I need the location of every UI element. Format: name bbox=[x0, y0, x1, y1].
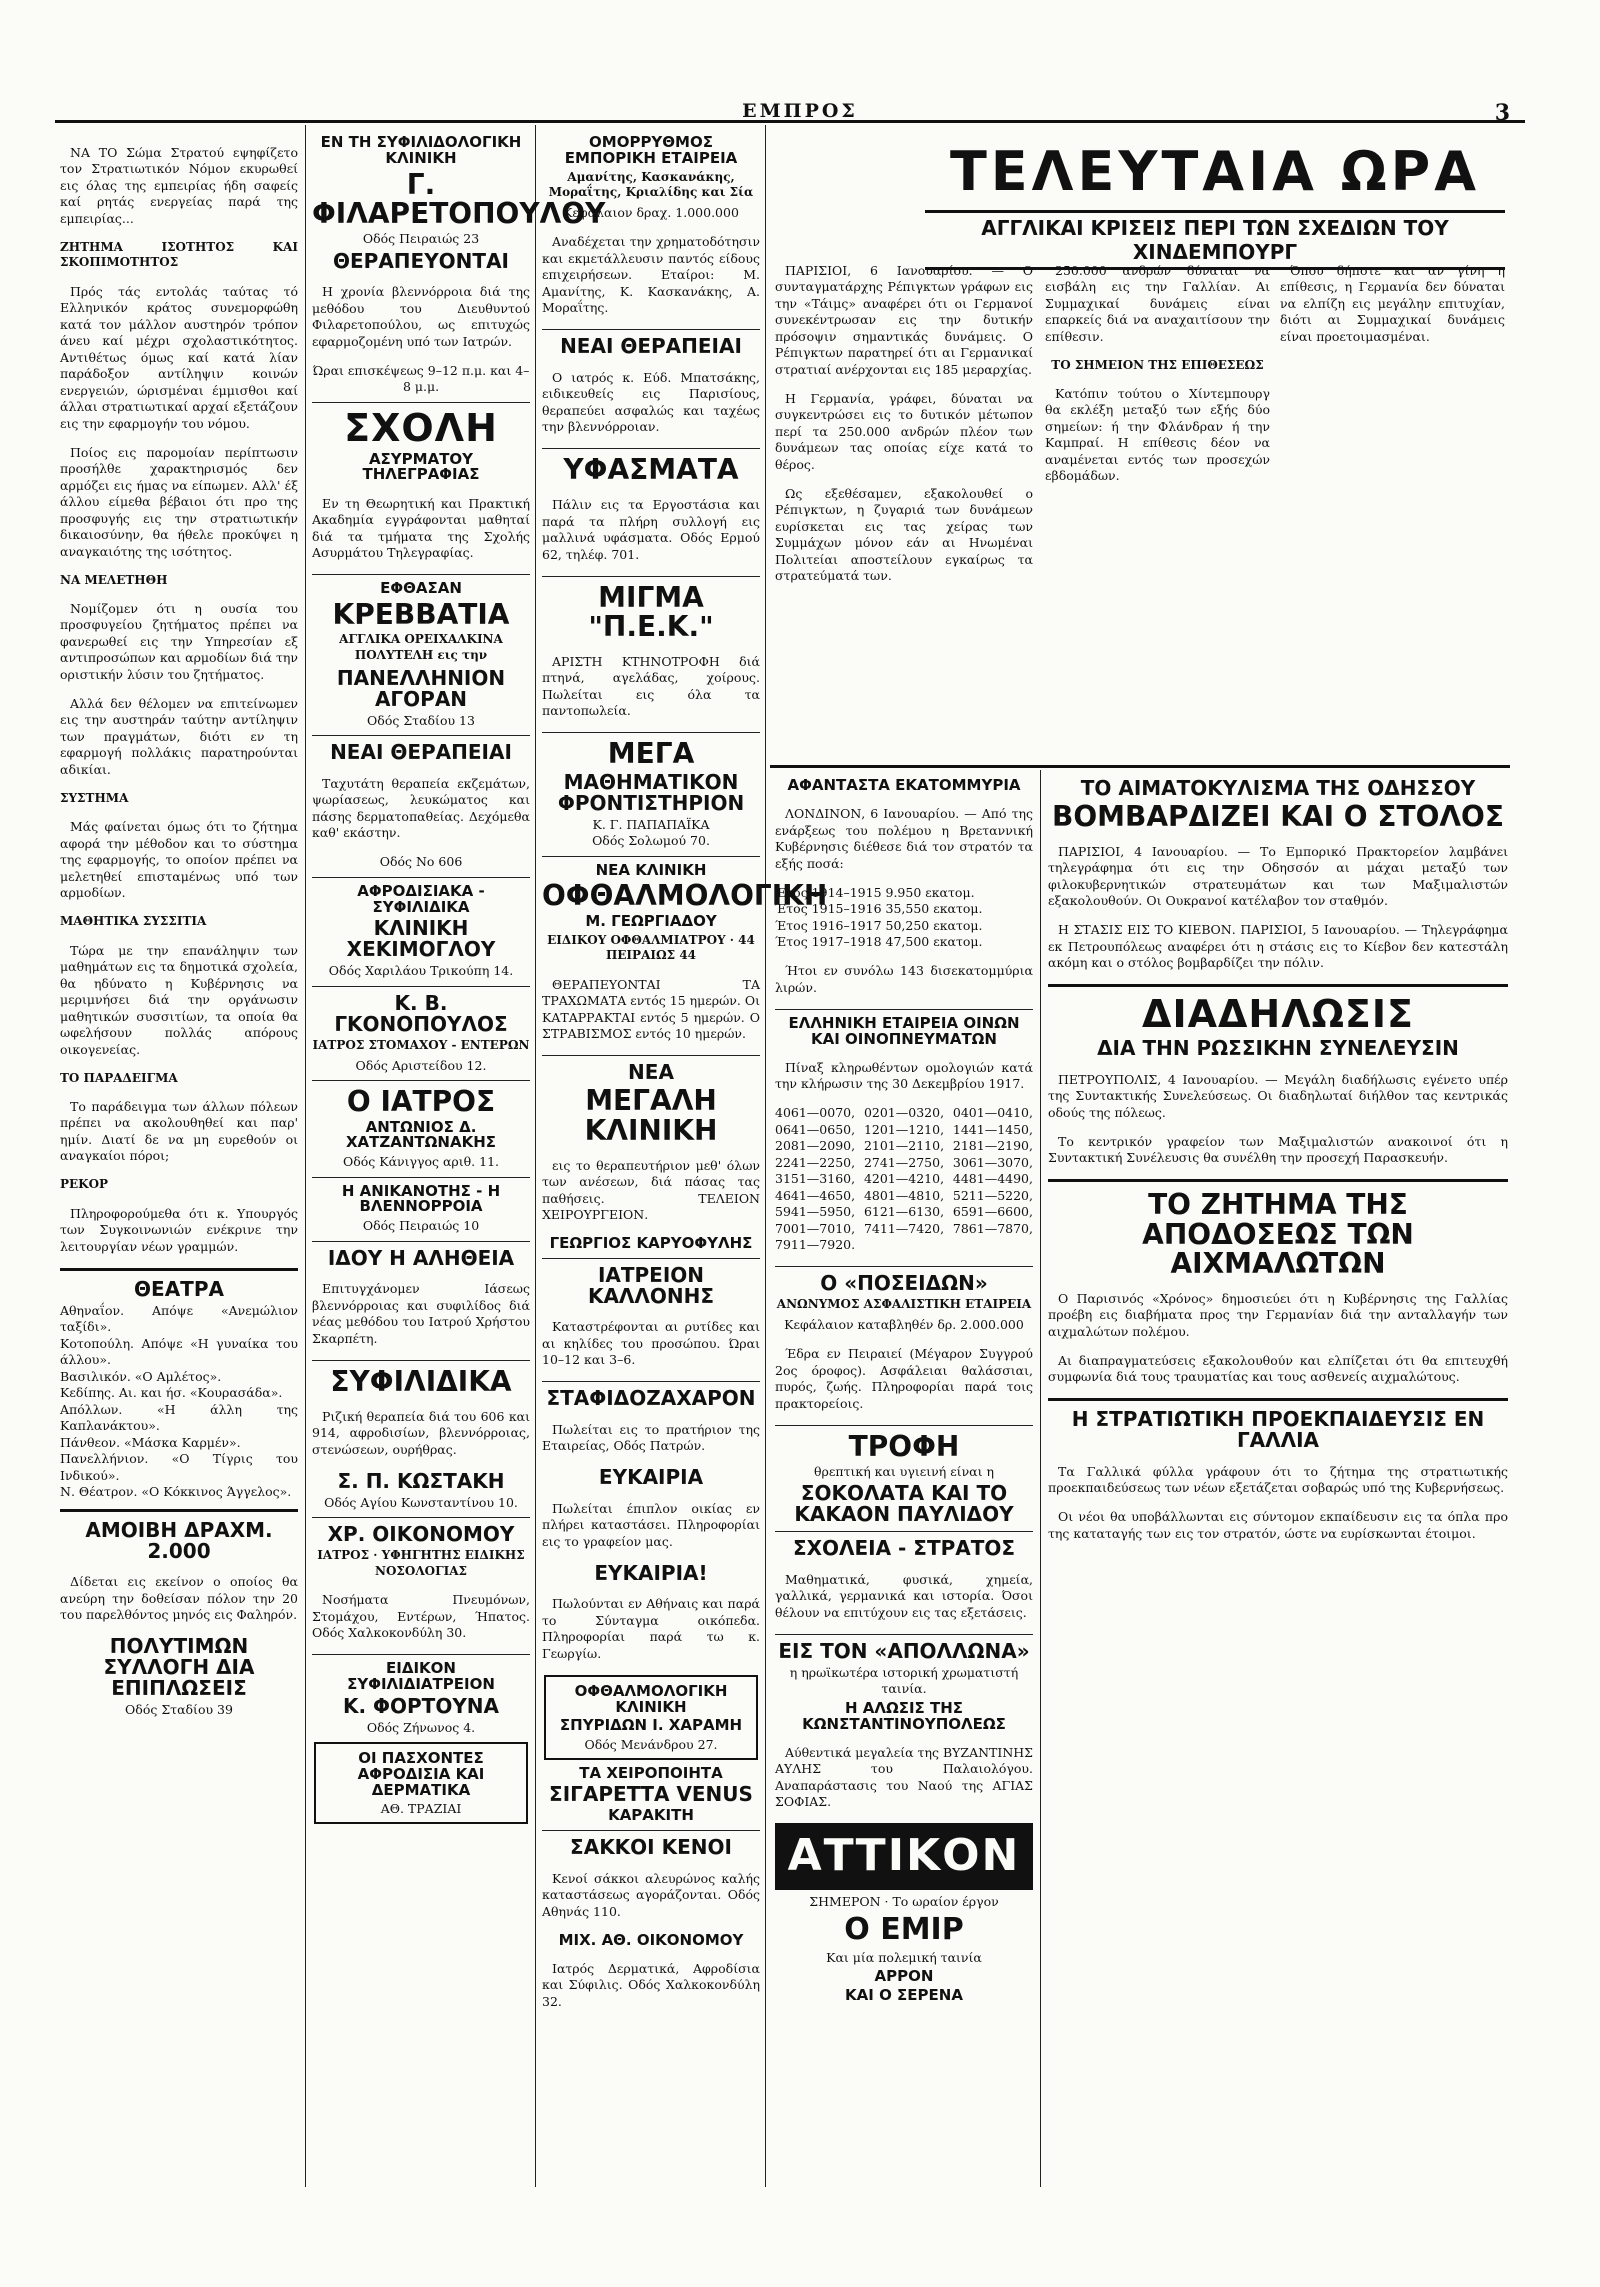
doctor-name: Σ. Π. ΚΩΣΤΑΚΗ bbox=[337, 1468, 505, 1493]
military-training-paragraph: Οι νέοι θα υποβάλλωνται εις σύντομον εκπαίδευσιν εις τα όπλα προ της καταταγής των εις τον στρατόν, ώστε να ευρίσκωνται έτοιμοι. bbox=[1048, 1509, 1508, 1541]
theatre-item: Αθηναΐον. Απόψε «Ανεμώλιον ταξίδι». bbox=[60, 1302, 298, 1335]
clinic-text: Η χρονία βλεννόρροια διά της μεθόδου του Διευθυντού Φιλαρετοπούλου, ως επιτυχώς εφαρμοζομένη υπό των Ιατρών. bbox=[312, 284, 530, 349]
venereal-address: Οδός Χαριλάου Τρικούπη 14. bbox=[328, 963, 514, 979]
tutoring-kicker: ΜΕΓΑ bbox=[607, 737, 695, 771]
doctor-specialty: ΙΑΤΡΟΣ ΣΤΟΜΑΧΟΥ - ΕΝΤΕΡΩΝ bbox=[312, 1037, 530, 1052]
wine-company-text: Πίναξ κληρωθέντων ομολογιών κατά την κλήρωσιν της 30 Δεκεμβρίου 1917. bbox=[775, 1059, 1033, 1092]
page-number: 3 bbox=[1494, 100, 1510, 126]
odessa-paragraph: Η ΣΤΑΣΙΣ ΕΙΣ ΤΟ ΚΙΕΒΟΝ. ΠΑΡΙΣΙΟΙ, 5 Ιανουαρίου. — Τηλεγράφημα εκ Πετρουπόλεως αναφέρει ότι η στάσις εις το Κίεβον δεν κατεστάλη ακόμη και ο στόλος βομβαρδίζει την πόλιν. bbox=[1048, 922, 1508, 971]
doctor-address: Οδός Κάνιγγος αριθ. 11. bbox=[342, 1154, 500, 1170]
clinic-kicker: ΝΕΑ bbox=[628, 1060, 674, 1085]
odessa-paragraph: ΠΑΡΙΣΙΟΙ, 4 Ιανουαρίου. — Το Εμπορικό Πρακτορείον λαμβάνει τηλεγράφημα ότι εις την Οδησσόν αι μάχαι μεταξύ των φιλοκυβερνητικών στρατευμάτων και των Μαξιμαλιστών εξακολουθούν. Οι Ουκρανοί κατέλαβον τον σταθμόν. bbox=[1048, 843, 1508, 909]
schools-heading: ΣΧΟΛΕΙΑ - ΣΤΡΑΤΟΣ bbox=[792, 1536, 1016, 1561]
demonstration-paragraph: ΠΕΤΡΟΥΠΟΛΙΣ, 4 Ιανουαρίου. — Μεγάλη διαδήλωσις εγένετο υπέρ της Συντακτικής Συνελεύσεως. Οι διαδηλωταί διήλθον τας κεντρικάς οδούς της πόλεως. bbox=[1048, 1071, 1508, 1120]
spending-line: Έτος 1915–1916 35,550 εκατομ. bbox=[775, 901, 983, 917]
divider bbox=[542, 448, 760, 449]
schools-text: Μαθηματικά, φυσικά, χημεία, γαλλικά, γερμανικά και ιστορία. Όσοι θέλουν να επιτύχουν εις τας εξετάσεις. bbox=[775, 1571, 1033, 1620]
bags-text: Κενοί σάκκοι αλευρώνος καλής καταστάσεως αγοράζονται. Οδός Αθηνάς 110. bbox=[542, 1870, 760, 1919]
lead-paragraph: Κατόπιν τούτου ο Χίντεμπουργ θα εκλέξη μεταξύ των εξής δύο σημείων: ή την Φλάνδραν ή την Καμπραί. Η επίθεσις δέον να αναμένεται εντός των προσεχών εβδομάδων. bbox=[1045, 385, 1270, 484]
divider bbox=[1048, 984, 1508, 987]
beds-address: Οδός Σταδίου 13 bbox=[367, 712, 475, 728]
ad-box bbox=[544, 1675, 758, 1760]
divider bbox=[312, 1080, 530, 1081]
school-heading: ΣΧΟΛΗ bbox=[344, 405, 498, 450]
editorial-paragraph: Αλλά δεν θέλομεν να επιτείνωμεν εις την αυστηράν ταύτην αντίληψιν των πραγμάτων, διότι εν τη εφαρμογή πολλάκις παρατηρούνται αδικίαι. bbox=[60, 695, 298, 777]
cinema-text: η ηρωϊκωτέρα ιστορική χρωματιστή ταινία. bbox=[789, 1664, 1019, 1697]
theatre-item: Πάνθεον. «Μάσκα Καρμέν». bbox=[60, 1434, 241, 1450]
divider bbox=[312, 1517, 530, 1518]
divider bbox=[312, 1177, 530, 1178]
cures-text: Ταχυτάτη θεραπεία εκζεμάτων, ψωρίασεως, λευκώματος και πάσης δερματοπαθείας. Δεχόμεθα καθ' εκάστην. bbox=[312, 775, 530, 841]
divider bbox=[775, 1531, 1033, 1532]
clinic-address: Οδός Ζήνωνος 4. bbox=[366, 1719, 476, 1735]
eye-clinic-subheading: ΕΙΔΙΚΟΥ ΟΦΘΑΛΜΙΑΤΡΟΥ · 44 ΠΕΙΡΑΙΩΣ 44 bbox=[547, 932, 755, 963]
section-divider bbox=[770, 765, 1510, 768]
opportunity-heading: ΕΥΚΑΙΡΙΑ bbox=[598, 1465, 704, 1490]
divider bbox=[60, 1268, 298, 1271]
divider bbox=[775, 1266, 1033, 1267]
doctor-name: ΑΝΤΩΝΙΟΣ Δ. ΧΑΤΖΑΝΤΩΝΑΚΗΣ bbox=[345, 1117, 496, 1152]
theatre-item: Βασιλικόν. «Ο Αμλέτος». bbox=[60, 1368, 222, 1384]
lead-paragraph: Η Γερμανία, γράφει, δύναται να συγκεντρώσει εις το δυτικόν μέτωπον περί τα 250.000 ανδρών πλέον των δυνάμεων τας οποίας είχε κατά το θέρος. bbox=[775, 390, 1033, 472]
column-news-right bbox=[1048, 775, 1508, 2190]
editorial-paragraph: Πρός τάς εντολάς ταύτας τό Ελληνικόν κράτος συνεμορφώθη κατά τον μάλλον αυστηρόν τρόπον άνευ καί μέχρι σχολαστικότητος. Αντιθέτως όμως καί κατά λίαν παράδοξον αντίληψιν κοινών ενεργειών, ώρισμέναι έμμισθοι καί άλλαι στρατιωτικαί αρχαί εξετάζουν εις την εφαρμογήν του νόμου. bbox=[60, 283, 298, 431]
clinic-text: εις το θεραπευτήριον μεθ' όλων των ανέσεων, διά πάσας τας παθήσεις. ΤΕΛΕΙΟΝ ΧΕΙΡΟΥΡΓΕΙΟΝ. bbox=[542, 1157, 760, 1223]
cures-heading: ΝΕΑΙ ΘΕΡΑΠΕΙΑΙ bbox=[330, 740, 512, 765]
divider bbox=[312, 735, 530, 736]
divider bbox=[312, 402, 530, 403]
eye-clinic-heading: ΟΦΘΑΛΜΟΛΟΓΙΚΗ ΚΛΙΝΙΚΗ bbox=[574, 1681, 728, 1716]
editorial-intro: ΝΑ ΤΟ Σώμα Στρατού εψηφίζετο τον Στρατιωτικόν Νόμον εκυρωθεί εις όλας της εμπειρίας ήδη σαφείς καί ρητάς ενεργείας παρά της εμπειρίας... bbox=[60, 144, 298, 226]
editorial-paragraph: Ποίος εις παρομοίαν περίπτωσιν προσήλθε χαρακτηρισμός δεν αρμόζει εις ήμας να είπωμεν. Αλλ' έξ άλλου είμεθα βέβαιοι ότι προ της προσφυγής εις την στρατιωτικήν δικαιοσύνην, θα ήθελε προκύψει η αναγκαιότης της ισότητος. bbox=[60, 444, 298, 559]
cinema-subtitle: ΣΗΜΕΡΟΝ · Το ωραίον έργον bbox=[809, 1893, 999, 1909]
school-subheading: ΑΣΥΡΜΑΤΟΥ ΤΗΛΕΓΡΑΦΙΑΣ bbox=[362, 449, 480, 484]
tutoring-heading: ΜΑΘΗΜΑΤΙΚΟΝ ΦΡΟΝΤΙΣΤΗΡΙΟΝ bbox=[557, 769, 745, 815]
cinema-heading: ΕΙΣ ΤΟΝ «ΑΠΟΛΛΩΝΑ» bbox=[778, 1638, 1030, 1663]
eye-clinic-name: ΣΠΥΡΙΔΩΝ Ι. ΧΑΡΑΜΗ bbox=[559, 1716, 743, 1735]
truth-heading: ΙΔΟΥ Η ΑΛΗΘΕΙΑ bbox=[327, 1245, 515, 1270]
clinic-hours: Ώραι επισκέψεως 9–12 π.μ. και 4–8 μ.μ. bbox=[312, 362, 530, 395]
spending-line: Έτος 1916–1917 50,250 εκατομ. bbox=[775, 917, 983, 933]
divider bbox=[60, 1509, 298, 1512]
theatre-heading: ΘΕΑΤΡΑ bbox=[134, 1276, 224, 1301]
impotence-address: Οδός Πειραιώς 10 bbox=[362, 1218, 480, 1234]
demonstration-headline: ΔΙΑΔΗΛΩΣΙΣ bbox=[1142, 992, 1414, 1037]
furniture-ad-address: Οδός Σταδίου 39 bbox=[125, 1702, 233, 1718]
demonstration-subheadline: ΔΙΑ ΤΗΝ ΡΩΣΣΙΚΗΝ ΣΥΝΕΛΕΥΣΙΝ bbox=[1097, 1036, 1459, 1061]
odessa-subheadline: ΒΟΜΒΑΡΔΙΖΕΙ ΚΑΙ Ο ΣΤΟΛΟΣ bbox=[1052, 800, 1504, 833]
editorial-paragraph: Μάς φαίνεται όμως ότι το ζήτημα αφορά την μέθοδον και το σύστημα της εφαρμογής, το οποίον πρέπει να μελετηθεί επισταμένως υπό των αρμοδίων. bbox=[60, 819, 298, 901]
divider bbox=[312, 986, 530, 987]
column-news-mid bbox=[775, 775, 1033, 2190]
clinic-name: ΓΕΩΡΓΙΟΣ ΚΑΡΥΟΦΥΛΗΣ bbox=[549, 1234, 753, 1253]
editorial-paragraph: Νομίζομεν ότι η ουσία του προσφυγείου ζητήματος πρέπει να φανερωθεί εις την Υπηρεσίαν εξ αντιπροσώπων και αρμοδίων διά την οριστικήν λύσιν του ζητήματος. bbox=[60, 600, 298, 682]
prisoners-headline: ΤΟ ΖΗΤΗΜΑ ΤΗΣ ΑΠΟΔΟΣΕΩΣ ΤΩΝ ΑΙΧΜΑΛΩΤΩΝ bbox=[1142, 1188, 1414, 1281]
column-ads-2 bbox=[542, 132, 828, 2242]
bags-heading: ΣΑΚΚΟΙ ΚΕΝΟΙ bbox=[570, 1835, 732, 1860]
beauty-heading: ΙΑΤΡΕΙΟΝ ΚΑΛΛΟΝΗΣ bbox=[587, 1262, 715, 1308]
furniture-ad-heading: ΠΟΛΥΤΙΜΩΝ ΣΥΛΛΟΓΗ ΔΙΑ ΕΠΙΠΛΩΣΕΙΣ bbox=[103, 1634, 255, 1701]
reward-heading: ΑΜΟΙΒΗ ΔΡΑΧΜ. 2.000 bbox=[85, 1517, 273, 1563]
opportunity-heading: ΕΥΚΑΙΡΙΑ! bbox=[594, 1560, 708, 1585]
beds-subheading: ΑΓΓΛΙΚΑ ΟΡΕΙΧΑΛΚΙΝΑ ΠΟΛΥΤΕΛΗ εις την bbox=[339, 632, 503, 663]
column-rule bbox=[305, 125, 306, 2187]
doctor-name: ΧΡ. ΟΙΚΟΝΟΜΟΥ bbox=[327, 1522, 515, 1547]
ad-heading: ΟΙ ΠΑΣΧΟΝΤΕΣ ΑΦΡΟΔΙΣΙΑ ΚΑΙ ΔΕΡΜΑΤΙΚΑ bbox=[357, 1749, 485, 1799]
food-product: ΣΟΚΟΛΑΤΑ ΚΑΙ ΤΟ ΚΑΚΑΟΝ ΠΑΥΛΙΔΟΥ bbox=[794, 1481, 1014, 1527]
film-title: ΑΡΡΟΝ bbox=[874, 1967, 934, 1986]
theatre-item: Κεδίπης. Αι. και ήσ. «Κουρασάδα». bbox=[60, 1385, 283, 1401]
sugar-heading: ΣΤΑΦΙΔΟΖΑΧΑΡΟΝ bbox=[546, 1386, 756, 1411]
divider bbox=[542, 732, 760, 733]
lead-paragraph: 250.000 ανδρών δύναται να εισβάλη εις την Γαλλίαν. Αι Συμμαχικαί δυνάμεις είναι επαρκείς διά να αναχαιτίσουν την επίθεσιν. bbox=[1045, 262, 1270, 344]
odessa-headline: ΤΟ ΑΙΜΑΤΟΚΥΛΙΣΜΑ ΤΗΣ ΟΔΗΣΣΟΥ bbox=[1080, 776, 1476, 800]
cigarettes-maker: ΚΑΡΑΚΙΤΗ bbox=[608, 1806, 694, 1825]
demonstration-paragraph: Το κεντρικόν γραφείον των Μαξιμαλιστών ανακοινοί ότι η Συντακτική Συνέλευσις θα συνέλθη την προσεχή Παρασκευήν. bbox=[1048, 1133, 1508, 1166]
spending-line: Έτος 1917–1918 47,500 εκατομ. bbox=[775, 934, 983, 950]
lead-subheadline: ΑΓΓΛΙΚΑΙ ΚΡΙΣΕΙΣ ΠΕΡΙ ΤΩΝ ΣΧΕΔΙΩΝ ΤΟΥ ΧΙΝΔΕΜΠΟΥΡΓ bbox=[925, 210, 1505, 270]
clinic-heading: ΕΙΔΙΚΟΝ ΣΥΦΙΛΙΔΙΑΤΡΕΙΟΝ bbox=[347, 1659, 495, 1693]
venereal-heading: ΑΦΡΟΔΙΣΙΑΚΑ - ΣΥΦΙΛΙΔΙΚΑ bbox=[357, 881, 485, 916]
doctor-address: Οδός Αριστείδου 12. bbox=[355, 1057, 487, 1073]
lead-paragraph: Όπου δήποτε και αν γίνη η επίθεσις, η Γερμανία δεν δύναται να ελπίζη εις μεγάλην επιτυχίαν, διότι αι Συμμαχικαί δυνάμεις είναι προετοιμασμέναι. bbox=[1280, 262, 1505, 344]
insurance-text: Έδρα εν Πειραιεί (Μέγαρον Συγγρού 2ος όροφος). Ασφάλειαι θαλάσσιαι, πυρός, ζωής. Πληροφορίαι παρά τοις πρακτορείοις. bbox=[775, 1346, 1033, 1411]
syphilis-text: Ριζική θεραπεία διά του 606 και 914, αφροδισίων, βλεννόρροιας, στενώσεων, ουρήθρας. bbox=[312, 1408, 530, 1457]
column-rule bbox=[765, 125, 766, 2187]
sugar-text: Πωλείται εις το πρατήριον της Εταιρείας, Οδός Πατρών. bbox=[542, 1421, 760, 1454]
divider bbox=[542, 1381, 760, 1382]
editorial-subhead: ΖΗΤΗΜΑ ΙΣΟΤΗΤΟΣ ΚΑΙ ΣΚΟΠΙΜΟΤΗΤΟΣ bbox=[60, 239, 298, 270]
lead-story-col-b bbox=[1045, 250, 1270, 760]
clinic-name: Κ. ΦΟΡΤΟΥΝΑ bbox=[342, 1693, 500, 1718]
feed-heading: ΜΙΓΜΑ "Π.Ε.Κ." bbox=[588, 580, 714, 643]
divider bbox=[1048, 1398, 1508, 1401]
prisoners-paragraph: Ο Παρισινός «Χρόνος» δημοσιεύει ότι η Κυβέρνησις της Γαλλίας προέβη εις διαβήματα προς την Γερμανίαν διά την ανταλλαγήν των αιχμαλώτων πολέμου. bbox=[1048, 1290, 1508, 1339]
clinic-banner: ΘΕΡΑΠΕΥΟΝΤΑΙ bbox=[333, 248, 509, 273]
theatre-item: Απόλλων. «Η άλλη της Καπλανάκτου». bbox=[60, 1401, 298, 1434]
film-title: Η ΑΛΩΣΙΣ ΤΗΣ ΚΩΝΣΤΑΝΤΙΝΟΥΠΟΛΕΩΣ bbox=[802, 1698, 1006, 1733]
editorial-paragraph: Πληροφορούμεθα ότι κ. Υπουργός των Συγκοινωνιών ενέκρινε την λειτουργίαν νέων γραμμών. bbox=[60, 1205, 298, 1254]
theatre-listings bbox=[60, 1303, 298, 1501]
syphilis-heading: ΣΥΦΙΛΙΔΙΚΑ bbox=[330, 1364, 512, 1398]
column-rule bbox=[535, 125, 536, 2187]
doctor-specialty: ΙΑΤΡΟΣ · ΥΦΗΓΗΤΗΣ ΕΙΔΙΚΗΣ ΝΟΣΟΛΟΓΙΑΣ bbox=[317, 1548, 525, 1578]
opportunity-text: Πωλούνται εν Αθήναις και παρά το Σύνταγμα οικόπεδα. Πληροφορίαι παρά τω κ. Γεωργίω. bbox=[542, 1596, 760, 1661]
divider bbox=[312, 877, 530, 878]
insurance-subheading: ΑΝΩΝΥΜΟΣ ΑΣΦΑΛΙΣΤΙΚΗ ΕΤΑΙΡΕΙΑ bbox=[776, 1297, 1032, 1312]
spending-heading: ΑΦΑΝΤΑΣΤΑ ΕΚΑΤΟΜΜΥΡΙΑ bbox=[787, 776, 1021, 794]
doctor-text: Ιατρός Δερματικά, Αφροδίσια και Σύφιλις. Οδός Χαλκοκονδύλη 32. bbox=[542, 1960, 760, 2009]
tutoring-name: Κ. Γ. ΠΑΠΑΠΑΪΚΑ bbox=[592, 816, 710, 832]
ad-name: ΑΘ. ΤΡΑΖΙΑΙ bbox=[380, 1801, 462, 1817]
eye-clinic-address: Οδός Μενάνδρου 27. bbox=[584, 1737, 718, 1753]
divider bbox=[312, 1360, 530, 1361]
column-rule bbox=[1040, 770, 1041, 2187]
company-partners: Αμανίτης, Κασκανάκης, Μοραΐτης, Κριαλίδης και Σία bbox=[548, 169, 754, 200]
divider bbox=[775, 1425, 1033, 1426]
eye-clinic-heading: ΟΦΘΑΛΜΟΛΟΓΙΚΗ bbox=[542, 879, 828, 913]
cinema-logo: ΑΤΤΙΚΟΝ bbox=[775, 1823, 1033, 1889]
divider bbox=[1048, 1179, 1508, 1182]
film-title: ΚΑΙ Ο ΣΕΡΕΝΑ bbox=[845, 1985, 963, 2004]
editorial-paragraph: Τώρα με την επανάληψιν των μαθημάτων εις τα δημοτικά σχολεία, θα ηδύνατο η Κυβέρνησις να μεριμνήσει διά την οργάνωσιν μαθητικών συσσιτίων, τα οποία θα ωφελήσουν πολλάς απόρους οικογενείας. bbox=[60, 942, 298, 1057]
editorial-subhead: ΝΑ ΜΕΛΕΤΗΘΗ bbox=[60, 572, 168, 587]
tutoring-address: Οδός Σολωμού 70. bbox=[592, 833, 710, 849]
truth-text: Επιτυγχάνομεν Ιάσεως βλεννόρροιας και συφιλίδος διά νέας μεθόδου του Ιατρού Χρήστου Σκαρπέτη. bbox=[312, 1281, 530, 1346]
clinic-address: Οδός Πειραιώς 23 bbox=[362, 231, 480, 247]
divider bbox=[542, 576, 760, 577]
company-heading: ΟΜΟΡΡΥΘΜΟΣ ΕΜΠΟΡΙΚΗ ΕΤΑΙΡΕΙΑ bbox=[564, 133, 738, 167]
feed-text: ΑΡΙΣΤΗ ΚΤΗΝΟΤΡΟΦΗ διά πτηνά, αγελάδας, χοίρους. Πωλείται εις όλα τα παντοπωλεία. bbox=[542, 653, 760, 719]
column-ads-1 bbox=[312, 132, 606, 2242]
cures-heading: ΝΕΑΙ ΘΕΡΑΠΕΙΑΙ bbox=[560, 334, 742, 359]
theatre-item: Κοτοπούλη. Απόψε «Η γυναίκα του άλλου». bbox=[60, 1335, 298, 1368]
food-heading: ΤΡΟΦΗ bbox=[848, 1429, 960, 1463]
spending-list bbox=[775, 885, 1033, 951]
school-text: Εν τη Θεωρητική και Πρακτική Ακαδημία εγγράφονται μαθηταί διά τα τμήματα της Σχολής Ασυρμάτου Τηλεγραφίας. bbox=[312, 495, 530, 561]
opportunity-text: Πωλείται έπιπλον οικίας εν πλήρει καταστάσει. Πληροφορίαι εις το γραφείον μας. bbox=[542, 1500, 760, 1549]
theatre-item: Ν. Θέατρον. «Ο Κόκκινος Άγγελος». bbox=[60, 1484, 292, 1500]
film-subtitle: Και μία πολεμική ταινία bbox=[826, 1949, 982, 1965]
lead-headline: ΤΕΛΕΥΤΑΙΑ ΩΡΑ bbox=[949, 140, 1481, 203]
insurance-heading: Ο «ΠΟΣΕΙΔΩΝ» bbox=[820, 1271, 988, 1296]
company-capital: Κεφάλαιον δραχ. 1.000.000 bbox=[563, 205, 739, 221]
fabrics-text: Πάλιν εις τα Εργοστάσια και παρά τα πλήρη συλλογή εις μαλλινά υφάσματα. Οδός Ερμού 62, τηλέφ. 701. bbox=[542, 497, 760, 562]
divider bbox=[542, 329, 760, 330]
eye-clinic-name: Μ. ΓΕΩΡΓΙΑΔΟΥ bbox=[585, 911, 717, 930]
clinic-heading: ΜΕΓΑΛΗ ΚΛΙΝΙΚΗ bbox=[584, 1084, 718, 1147]
company-text: Αναδέχεται την χρηματοδότησιν και εκμετάλλευσιν παντός είδους επιχειρήσεων. Εταίροι: Μ. Αμανίτης, Κ. Κασκανάκης, Α. Μοραΐτης. bbox=[542, 234, 760, 316]
editorial-subhead: ΣΥΣΤΗΜΑ bbox=[60, 790, 129, 805]
editorial-paragraph: Το παράδειγμα των άλλων πόλεων πρέπει να ακολουθηθεί και παρ' ημίν. Διατί δε να μη ευρεθούν οι αναγκαίοι πόροι; bbox=[60, 1098, 298, 1164]
clinic-heading: ΕΝ ΤΗ ΣΥΦΙΛΙΔΟΛΟΓΙΚΗ ΚΛΙΝΙΚΗ bbox=[320, 133, 522, 167]
divider bbox=[312, 1654, 530, 1655]
divider bbox=[542, 1258, 760, 1259]
lead-paragraph: Ως εξεθέσαμεν, εξακολουθεί ο Ρέπιγκτων, η ζυγαριά των δυνάμεων ευρίσκεται εις τας χείρας των Συμμάχων μόνον εάν αι Ηνωμέναι Πολιτείαι αποστείλουν εγκαίρως τα στρατεύματά των. bbox=[775, 485, 1033, 583]
venereal-clinic-name: ΚΛΙΝΙΚΗ ΧΕΚΙΜΟΓΛΟΥ bbox=[346, 916, 496, 962]
doctor-heading: Ο ΙΑΤΡΟΣ bbox=[346, 1085, 496, 1119]
military-training-paragraph: Τα Γαλλικά φύλλα γράφουν ότι το ζήτημα της στρατιωτικής προεκπαιδεύσεως των νέων εξετάζεται σοβαρώς υπό της Κυβερνήσεως. bbox=[1048, 1463, 1508, 1496]
prisoners-paragraph: Αι διαπραγματεύσεις εξακολουθούν και ελπίζεται ότι θα επιτευχθή συμφωνία διά τους τραυματίας και τους ασθενείς αιχμαλώτους. bbox=[1048, 1352, 1508, 1385]
military-training-headline: Η ΣΤΡΑΤΙΩΤΙΚΗ ΠΡΟΕΚΠΑΙΔΕΥΣΙΣ ΕΝ ΓΑΛΛΙΑ bbox=[1071, 1407, 1485, 1453]
clinic-name: Γ. ΦΙΛΑΡΕΤΟΠΟΥΛΟΥ bbox=[312, 167, 606, 230]
fabrics-heading: ΥΦΑΣΜΑΤΑ bbox=[563, 453, 739, 487]
reward-text: Δίδεται εις εκείνον ο οποίος θα ανεύρη την δοθείσαν πόλον την 20 του παρελθόντος μηνός εις Φαληρόν. bbox=[60, 1574, 298, 1623]
top-rule bbox=[55, 120, 1525, 123]
editorial-subhead: ΤΟ ΠΑΡΑΔΕΙΓΜΑ bbox=[60, 1070, 178, 1085]
wine-company-heading: ΕΛΛΗΝΙΚΗ ΕΤΑΙΡΕΙΑ ΟΙΝΩΝ ΚΑΙ ΟΙΝΟΠΝΕΥΜΑΤΩΝ bbox=[788, 1013, 1020, 1048]
doctor-address: Οδός Αγίου Κωνσταντίνου 10. bbox=[324, 1494, 518, 1510]
doctor-name: ΜΙΧ. ΑΘ. ΟΙΚΟΝΟΜΟΥ bbox=[558, 1930, 744, 1949]
divider bbox=[542, 856, 760, 857]
divider bbox=[542, 1055, 760, 1056]
divider bbox=[312, 1241, 530, 1242]
cigarettes-kicker: ΤΑ ΧΕΙΡΟΠΟΙΗΤΑ bbox=[579, 1763, 723, 1782]
divider bbox=[312, 574, 530, 575]
lead-subheading: ΤΟ ΣΗΜΕΙΟΝ ΤΗΣ ΕΠΙΘΕΣΕΩΣ bbox=[1051, 357, 1264, 372]
impotence-heading: Η ΑΝΙΚΑΝΟΤΗΣ - Η ΒΛΕΝΝΟΡΡΟΙΑ bbox=[341, 1181, 501, 1216]
lead-story-col-a bbox=[775, 250, 1033, 760]
cigarettes-heading: ΣΙΓΑΡΕΤΤΑ VENUS bbox=[549, 1782, 753, 1807]
theatre-item: Πανελλήνιον. «Ο Τίγρις του Ινδικού». bbox=[60, 1451, 298, 1483]
divider bbox=[775, 1634, 1033, 1635]
beds-kicker: ΕΦΘΑΣΑΝ bbox=[380, 579, 462, 598]
divider bbox=[542, 1830, 760, 1831]
insurance-capital: Κεφάλαιον καταβληθέν δρ. 2.000.000 bbox=[784, 1317, 1024, 1333]
divider bbox=[775, 1009, 1033, 1010]
ad-box bbox=[314, 1742, 528, 1824]
lead-story-col-c bbox=[1280, 250, 1505, 760]
food-text: θρεπτική και υγιεινή είναι η bbox=[814, 1463, 994, 1479]
editorial-subhead: ΡΕΚΟΡ bbox=[60, 1177, 109, 1192]
film-title: Ο ΕΜΙΡ bbox=[844, 1912, 964, 1948]
film-text: Αύθεντικά μεγαλεία της ΒΥΖΑΝΤΙΝΗΣ ΑΥΛΗΣ του Παλαιολόγου. Αναπαράστασις του Ναού της ΑΓΙΑΣ ΣΟΦΙΑΣ. bbox=[775, 1744, 1033, 1810]
cures-address: Οδός Νο 606 bbox=[379, 854, 463, 870]
eye-clinic-text: ΘΕΡΑΠΕΥΟΝΤΑΙ ΤΑ ΤΡΑΧΩΜΑΤΑ εντός 15 ημερών. Οι ΚΑΤΑΡΡΑΚΤΑΙ εντός 5 ημερών. Ο ΣΤΡΑΒΙΣΜΟΣ εντός 10 ημερών. bbox=[542, 976, 760, 1042]
bond-numbers: 4061—0070, 0201—0320, 0401—0410, 0641—0650, 1201—1210, 1441—1450, 2081—2090, 2101—2110, 2181—2190, 2241—2250, 2741—2750, 3061—3070, 3151—3160, 4201—4210, 4481—4490, 4641—4650, 4801—4810, 5211—5220, 5941—5950, 6121—6130, 6591—6600, 7001—7010, 7411—7420, 7861—7870, 7911—7920. bbox=[775, 1105, 1033, 1253]
beds-store: ΠΑΝΕΛΛΗΝΙΟΝ ΑΓΟΡΑΝ bbox=[336, 665, 506, 711]
spending-line: Έτος 1914–1915 9.950 εκατομ. bbox=[775, 884, 975, 900]
masthead: ΕΜΠΡΟΣ bbox=[742, 100, 858, 122]
doctor-text: Νοσήματα Πνευμόνων, Στομάχου, Εντέρων, Ήπατος. Οδός Χαλκοκονδύλη 30. bbox=[312, 1592, 530, 1641]
editorial-subhead: ΜΑΘΗΤΙΚΑ ΣΥΣΣΙΤΙΑ bbox=[60, 914, 207, 929]
spending-footer: Ήτοι εν συνόλω 143 δισεκατομμύρια λιρών. bbox=[775, 963, 1033, 995]
beauty-text: Καταστρέφονται αι ρυτίδες και αι κηλίδες του προσώπου. Ώραι 10–12 και 3–6. bbox=[542, 1319, 760, 1368]
lead-paragraph: ΠΑΡΙΣΙΟΙ, 6 Ιανουαρίου. — Ο συνταγματάρχης Ρέπιγκτων γράφων εις την «Τάιμς» αναφέρει ότι οι Γερμανοί συνεκέντρωσαν εις την δυτικήν πρόσοψιν σημαντικάς δυνάμεις. Ο Ρέπιγκτων παρατηρεί ότι αι Γερμανικαί στρατιαί ανέρχονται εις 185 μεραρχίας. bbox=[775, 262, 1033, 377]
spending-text: ΛΟΝΔΙΝΟΝ, 6 Ιανουαρίου. — Από της ενάρξεως του πολέμου η Βρεταννική Κυβέρνησις διέθεσε διά τον στρατόν τα εξής ποσά: bbox=[775, 806, 1033, 871]
cures-text: Ο ιατρός κ. Εύδ. Μπατσάκης, ειδικευθείς εις Παρισίους, θεραπεύει ασφαλώς και ταχέως την βλεννόρροιαν. bbox=[542, 369, 760, 435]
beds-heading: ΚΡΕΒΒΑΤΙΑ bbox=[332, 597, 510, 631]
eye-clinic-kicker: ΝΕΑ ΚΛΙΝΙΚΗ bbox=[595, 860, 707, 879]
column-editorial bbox=[60, 132, 298, 2242]
doctor-name: Κ. Β. ΓΚΟΝΟΠΟΥΛΟΣ bbox=[334, 990, 508, 1036]
